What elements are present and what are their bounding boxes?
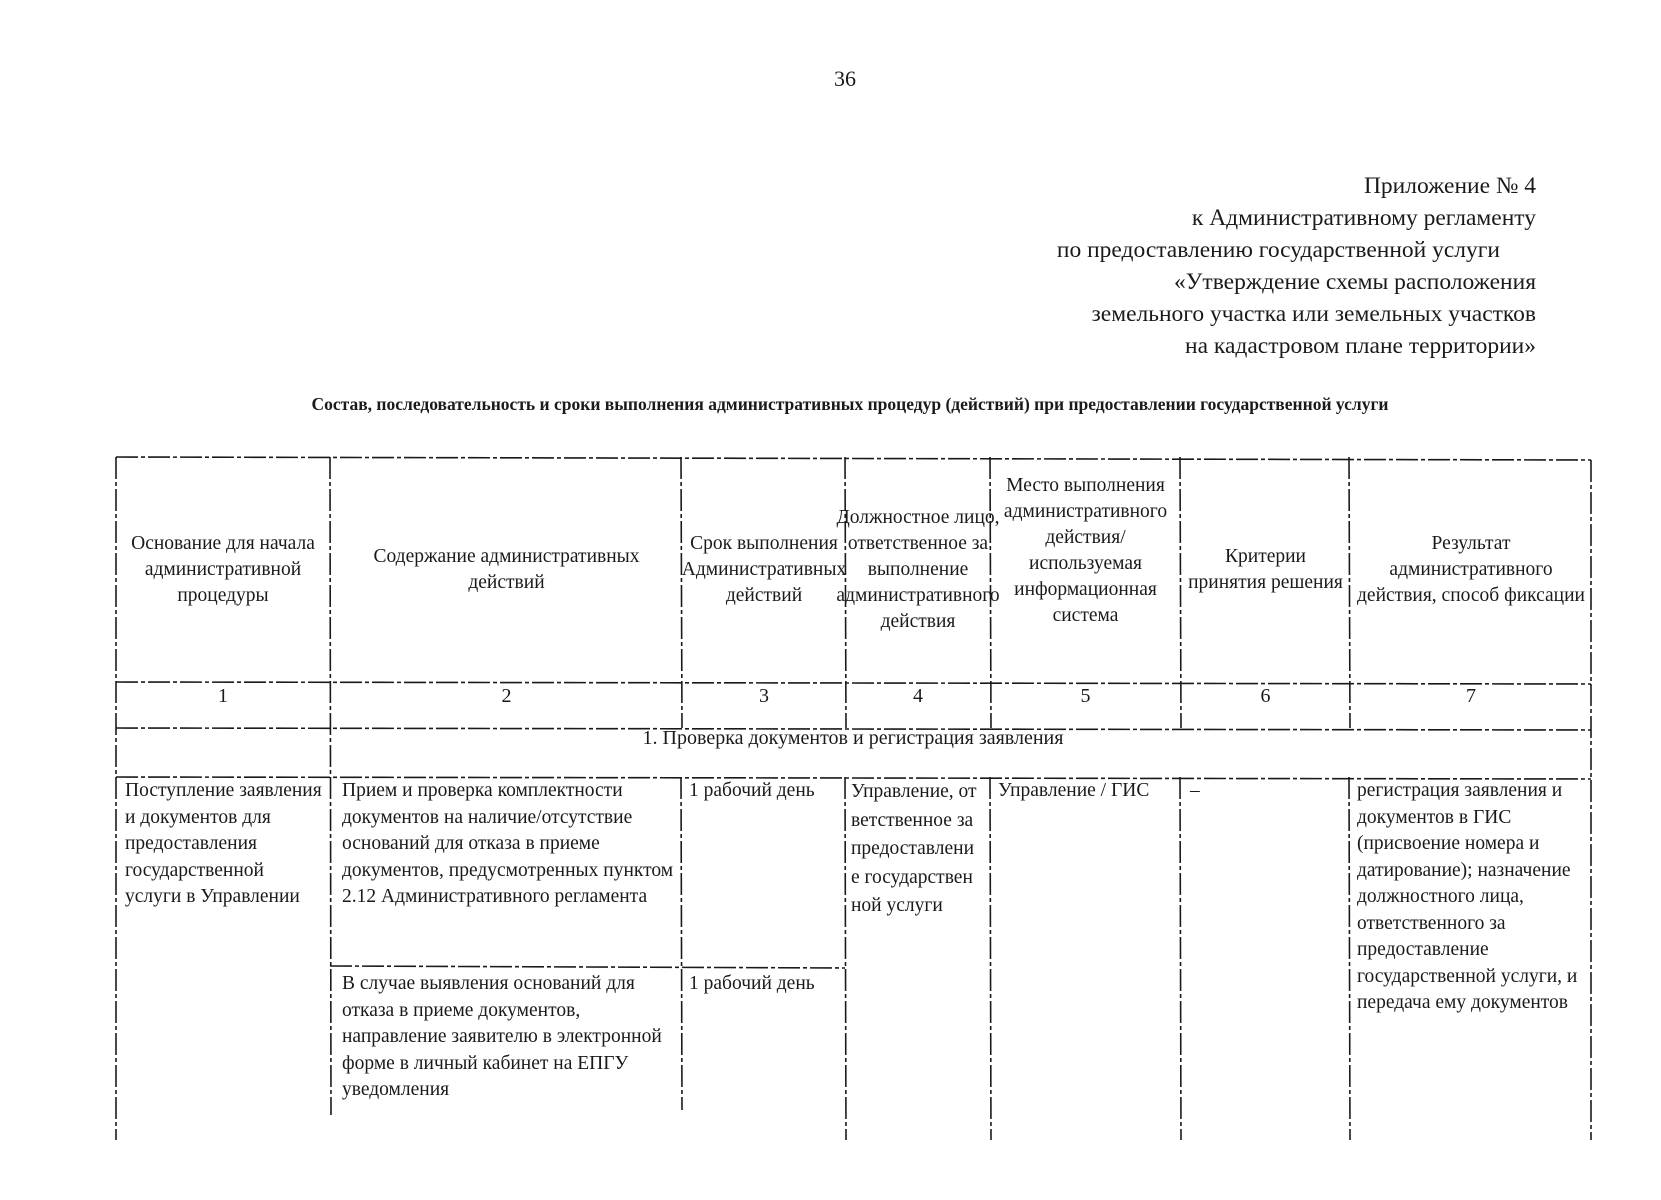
column-number: 3: [759, 685, 769, 707]
col-line: [845, 777, 846, 1140]
appendix-line: земельного участка или земельных участков: [1091, 301, 1536, 327]
header-col-7: Результат административного действия, способ фиксации: [1357, 533, 1585, 606]
col-line: [681, 777, 682, 1110]
appendix-line: Приложение № 4: [1363, 173, 1536, 199]
header-col-3: Срок выполнения Административных действий: [681, 533, 847, 606]
column-number: 1: [218, 685, 228, 707]
appendix-line: к Административному регламенту: [1191, 205, 1536, 231]
cell-term-2: 1 рабочий день: [689, 973, 815, 994]
cell-term-1: 1 рабочий день: [689, 780, 815, 801]
column-number: 5: [1080, 685, 1091, 707]
cell-place: Управление / ГИС: [998, 780, 1150, 801]
col-line: [1349, 777, 1350, 1140]
appendix-line: «Утверждение схемы расположения: [1174, 269, 1536, 295]
cell-official: Управление, ответственное за предоставление государственной услуги: [851, 781, 977, 916]
cell-basis: Поступление заявления и документов для предоставления государственной услуги в Управлении: [125, 780, 322, 907]
header-col-5: Место выполнения административного действия/ используемая информационная система: [1003, 475, 1168, 626]
document-title: Состав, последовательность и сроки выполнения административных процедур (действий) при предоставлении государственной услуги: [311, 394, 1389, 414]
subrow-divider: [330, 966, 845, 968]
column-number: 4: [913, 685, 923, 707]
column-number: 2: [501, 685, 512, 707]
header-col-6: Критерии принятия решения: [1188, 546, 1343, 593]
header-col-4: Должностное лицо, ответственное за выполнение административного действия: [836, 507, 1000, 632]
col-line: [1349, 457, 1350, 728]
page-number: 36: [834, 66, 856, 91]
column-number: 7: [1466, 685, 1476, 707]
section-title: 1. Проверка документов и регистрация заявления: [642, 727, 1064, 749]
cell-result: регистрация заявления и документов в ГИС (присвоение номера и датирование); назначение должностного лица, ответственного за предоставление государственной услуги, и передача ему документов: [1357, 780, 1578, 1013]
col-line: [1180, 457, 1181, 728]
col-line: [1180, 777, 1181, 1140]
cell-action-1: Прием и проверка комплектности документов на наличие/отсутствие оснований для отказа в приеме документов, предусмотренных пунктом 2.12 Административного регламента: [342, 780, 674, 907]
appendix-line: по предоставлению государственной услуги: [1056, 237, 1500, 263]
column-number: 6: [1260, 685, 1271, 707]
cell-action-2: В случае выявления оснований для отказа в приеме документов, направление заявителю в электронной форме в личный кабинет на ЕПГУ уведомления: [342, 973, 662, 1100]
col-line: [990, 777, 991, 1140]
header-col-1: Основание для начала административной процедуры: [131, 533, 315, 606]
header-col-2: Содержание административных действий: [373, 546, 640, 593]
appendix-line: на кадастровом плане территории»: [1185, 333, 1536, 359]
cell-criteria: –: [1190, 780, 1200, 801]
col-line: [330, 457, 331, 1115]
